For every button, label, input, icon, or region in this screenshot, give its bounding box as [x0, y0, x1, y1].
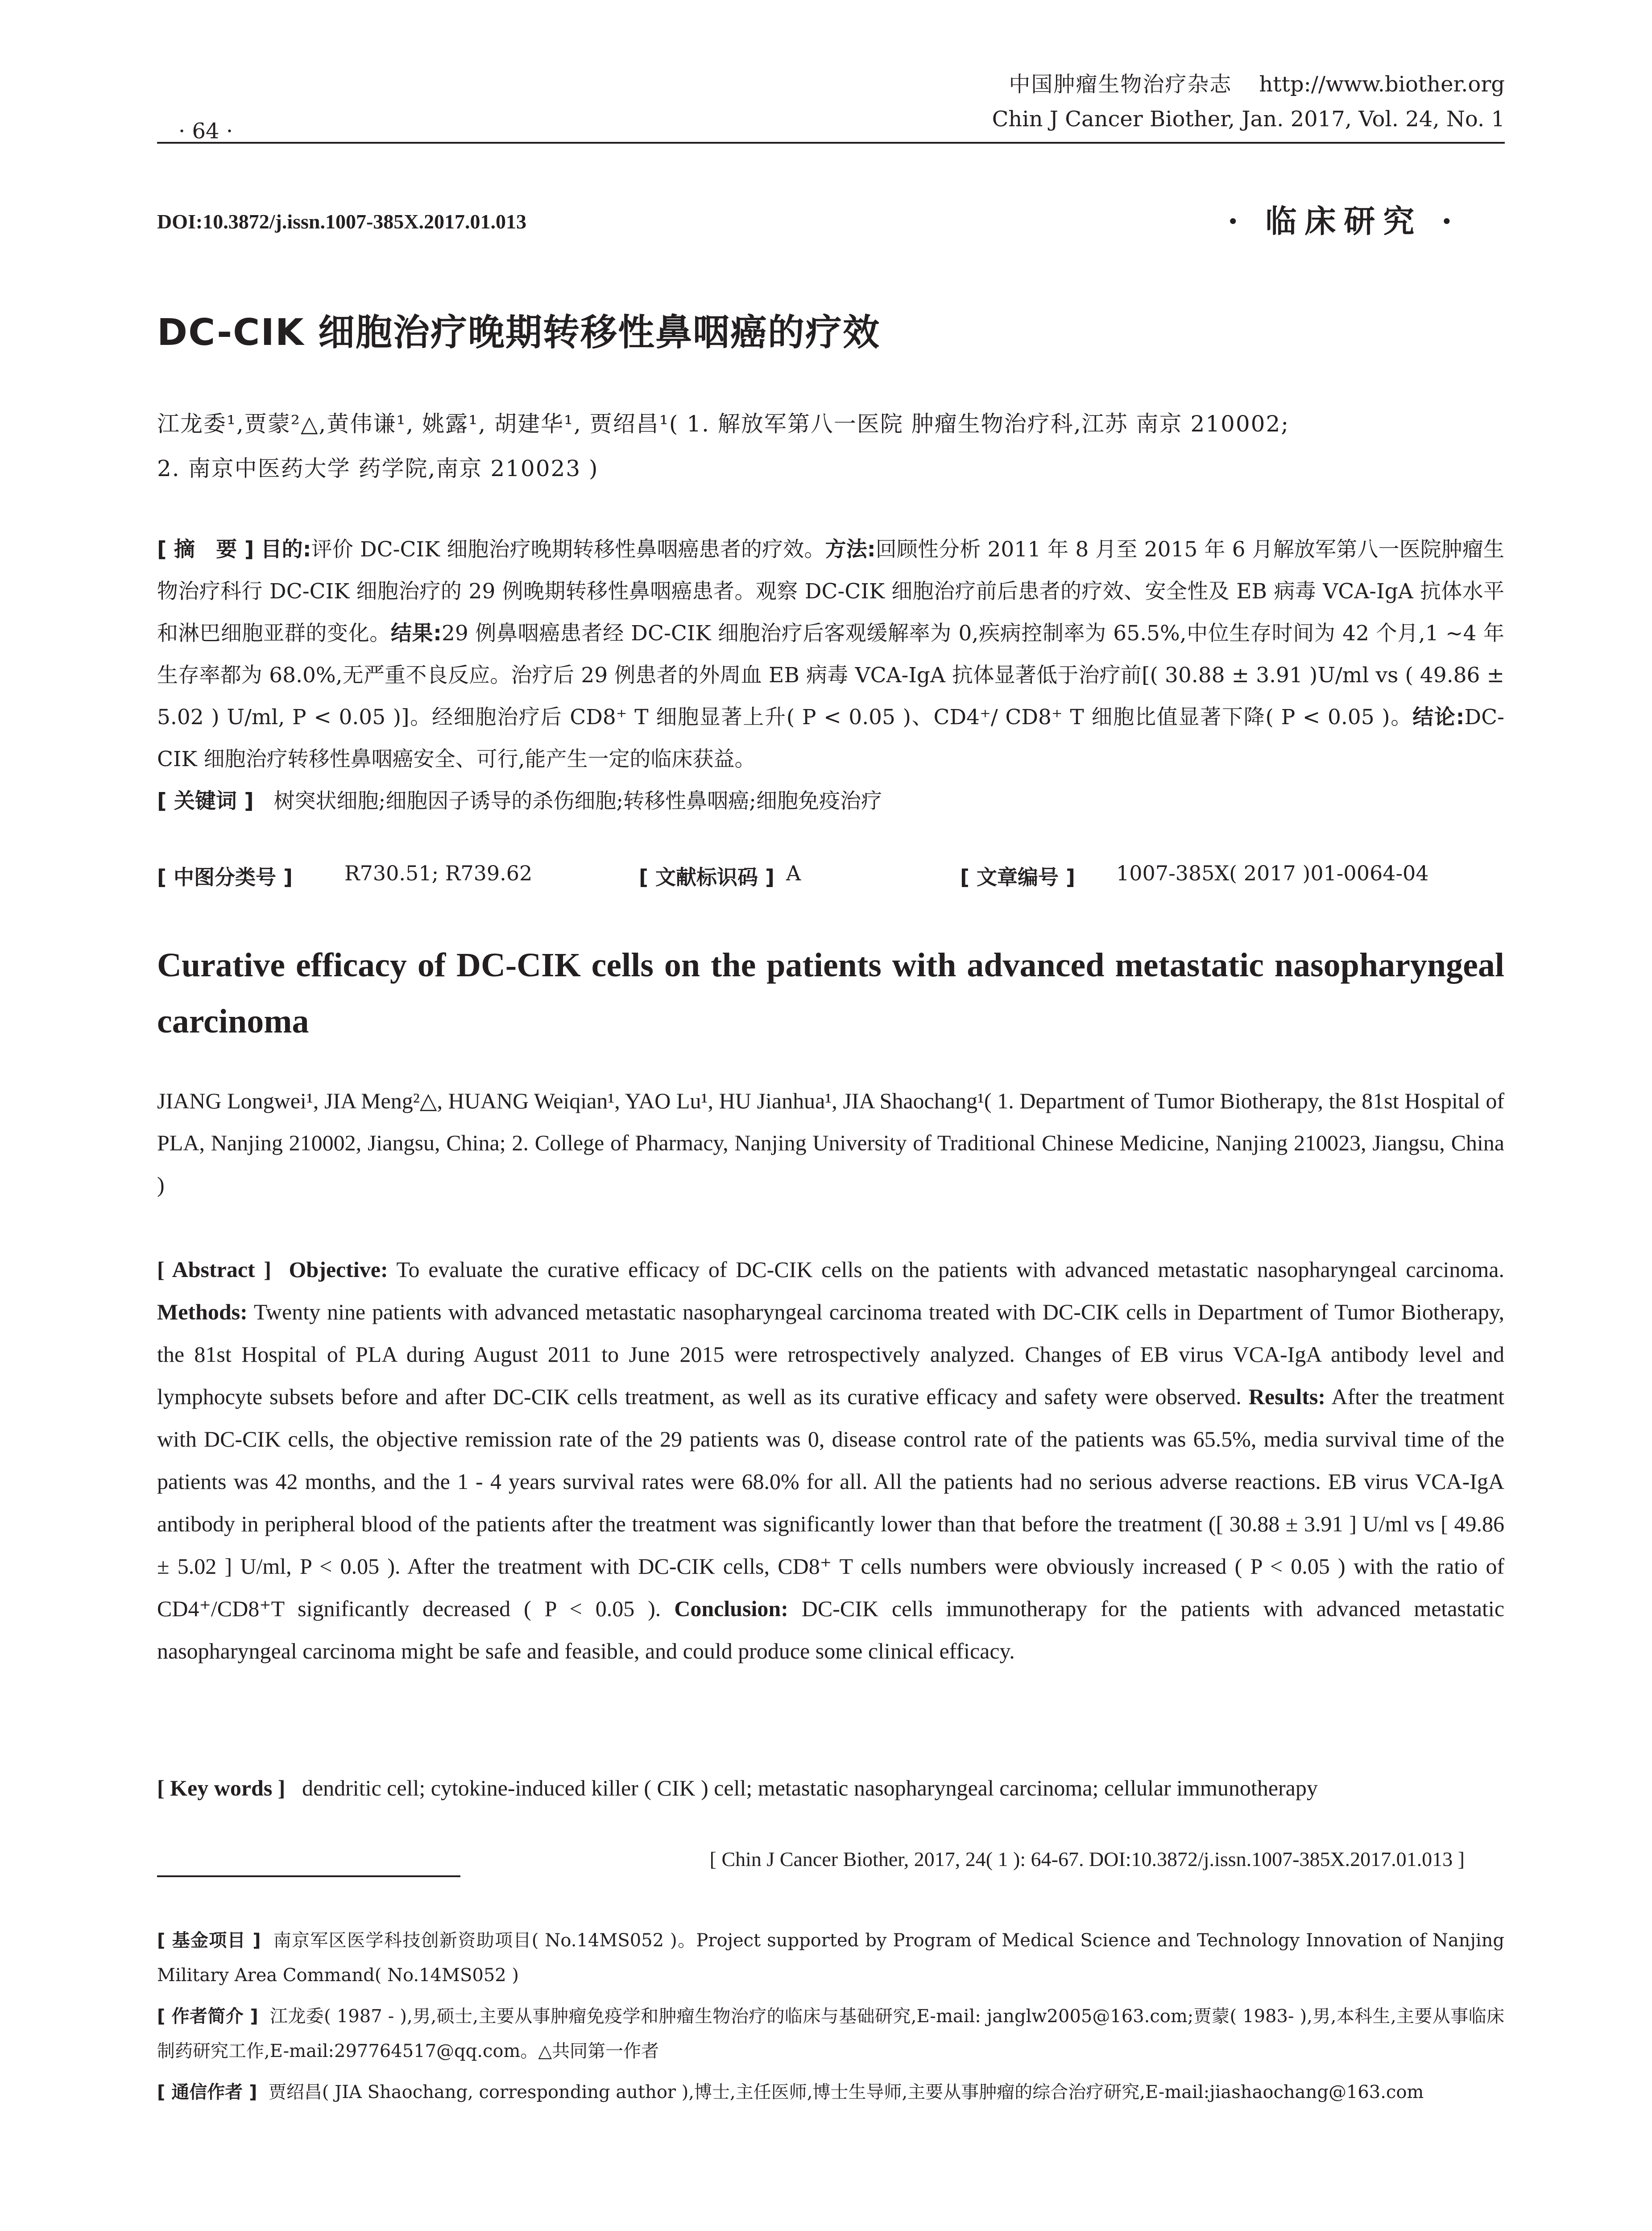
journal-name-cn: 中国肿瘤生物治疗杂志	[1009, 72, 1232, 97]
objective-en: To evaluate the curative efficacy of DC-CIK cells on the patients with advanced metastatic nasopharyngeal carcinoma.	[396, 1257, 1505, 1282]
clc-label: [ 中图分类号 ]	[157, 865, 293, 889]
keywords-en-text: dendritic cell; cytokine-induced killer ( CIK ) cell; metastatic nasopharyngeal carcinoma; cellular immunotherapy	[302, 1775, 1318, 1800]
authors-cn-line1: 江龙委¹,贾蒙²△,黄伟谦¹, 姚露¹, 胡建华¹, 贾绍昌¹( 1. 解放军第八一医院 肿瘤生物治疗科,江苏 南京 210002;	[157, 411, 1290, 437]
results-en-label: Results:	[1248, 1384, 1325, 1409]
author-bio-text: 江龙委( 1987 - ),男,硕士,主要从事肿瘤免疫学和肿瘤生物治疗的临床与基础研究,E-mail: janglw2005@163.com;贾蒙( 1983- ),男,本科生,主要从事临床制药研究工作,E-mail:297764517@qq.com。△共同第一作者	[157, 2006, 1504, 2061]
abstract-cn-label: [ 摘 要 ]	[157, 537, 254, 562]
journal-website[interactable]: http://www.biother.org	[1259, 72, 1505, 97]
column-tag: · 临床研究 ·	[1227, 203, 1460, 240]
running-header	[992, 67, 1505, 137]
authors-cn-line2: 2. 南京中医药大学 药学院,南京 210023 )	[157, 456, 599, 481]
article-no-label: [ 文章编号 ]	[960, 865, 1076, 889]
results-cn-label: 结果:	[390, 621, 442, 646]
title-en: Curative efficacy of DC-CIK cells on the patients with advanced metastatic nasopharyngeal carcinoma	[157, 946, 1504, 1040]
keywords-en-label: [ Key words ]	[157, 1775, 286, 1800]
methods-en-label: Methods:	[157, 1299, 248, 1324]
funding-label: [ 基金项目 ]	[157, 1930, 261, 1951]
methods-en: Twenty nine patients with advanced metastatic nasopharyngeal carcinoma treated with DC-CIK cells in Department of Tumor Biotherapy, the 81st Hospital of PLA during August 2011 to June 2015 were retrospectively analyzed. Changes of EB virus VCA-IgA antibody level and lymphocyte subsets before and after DC-CIK cells treatment, as well as its curative efficacy and safety were observed.	[157, 1299, 1504, 1409]
keywords-cn-text: 树突状细胞;细胞因子诱导的杀伤细胞;转移性鼻咽癌;细胞免疫治疗	[273, 789, 882, 813]
funding-text: 南京军区医学科技创新资助项目( No.14MS052 )。Project supported by Program of Medical Science and Technology Innovation of Nanjing Military Area Command( No.14MS052 )	[157, 1930, 1505, 1986]
keywords-en	[157, 1767, 1504, 1809]
abstract-en-label: [ Abstract ]	[157, 1257, 272, 1282]
citation-rule	[157, 1875, 460, 1877]
corresponding-label: [ 通信作者 ]	[157, 2082, 257, 2102]
article-no-value: 1007-385X( 2017 )01-0064-04	[1116, 861, 1429, 885]
results-cn: 29 例鼻咽癌患者经 DC-CIK 细胞治疗后客观缓解率为 0,疾病控制率为 65.5%,中位生存时间为 42 个月,1 ~4 年生存率都为 68.0%,无严重不良反应。治疗后 29 例患者的外周血 EB 病毒 VCA-IgA 抗体显著低于治疗前[( 30.88 ± 3.91 )U/ml vs ( 49.86 ± 5.02 ) U/ml, P < 0.05 )]。经细胞治疗后 CD8⁺ T 细胞显著上升( P < 0.05 )、CD4⁺/ CD8⁺ T 细胞比值显著下降( P < 0.05 )。	[157, 621, 1505, 730]
methods-cn: 回顾性分析 2011 年 8 月至 2015 年 6 月解放军第八一医院肿瘤生物治疗科行 DC-CIK 细胞治疗的 29 例晚期转移性鼻咽癌患者。观察 DC-CIK 细胞治疗前后患者的疗效、安全性及 EB 病毒 VCA-IgA 抗体水平和淋巴细胞亚群的变化。	[157, 537, 1505, 646]
page-number: · 64 ·	[178, 119, 233, 144]
conclusion-cn: DC-CIK 细胞治疗转移性鼻咽癌安全、可行,能产生一定的临床获益。	[157, 705, 1505, 771]
footnote-corresponding	[157, 2075, 1504, 2110]
abstract-en	[157, 1248, 1504, 1672]
keywords-cn	[157, 780, 1504, 822]
citation: [ Chin J Cancer Biother, 2017, 24( 1 ): 64-67. DOI:10.3872/j.issn.1007-385X.2017.01.013 ]	[709, 1848, 1465, 1870]
doi: DOI:10.3872/j.issn.1007-385X.2017.01.013	[157, 210, 527, 233]
objective-en-label: Objective:	[289, 1257, 388, 1282]
abstract-cn	[157, 529, 1504, 822]
conclusion-en: DC-CIK cells immunotherapy for the patients with advanced metastatic nasopharyngeal carcinoma might be safe and feasible, and could produce some clinical efficacy.	[157, 1596, 1505, 1663]
conclusion-cn-label: 结论:	[1412, 705, 1465, 730]
title-cn: DC-CIK 细胞治疗晚期转移性鼻咽癌的疗效	[157, 311, 880, 354]
footnote-funding	[157, 1923, 1504, 1993]
objective-cn: 评价 DC-CIK 细胞治疗晚期转移性鼻咽癌患者的疗效。	[311, 537, 825, 562]
objective-cn-label: 目的:	[261, 537, 311, 562]
clc-value: R730.51; R739.62	[344, 861, 533, 885]
results-en: After the treatment with DC-CIK cells, the objective remission rate of the 29 patients was 0, disease control rate of the patients was 65.5%, media survival time of the patients was 42 months, and the 1 - 4 years survival rates were 68.0% for all. All the patients had no serious adverse reactions. EB virus VCA-IgA antibody in peripheral blood of the patients after the treatment was significantly lower than that before the treatment ([ 30.88 ± 3.91 ] U/ml vs [ 49.86 ± 5.02 ] U/ml, P < 0.05 ). After the treatment with DC-CIK cells, CD8⁺ T cells numbers were obviously increased ( P < 0.05 ) with the ratio of CD4⁺/CD8⁺T significantly decreased ( P < 0.05 ).	[157, 1384, 1504, 1621]
journal-issue-en: Chin J Cancer Biother, Jan. 2017, Vol. 24, No. 1	[992, 107, 1505, 132]
header-rule	[157, 142, 1505, 144]
author-bio-label: [ 作者简介 ]	[157, 2006, 258, 2027]
corresponding-text: 贾绍昌( JIA Shaochang, corresponding author ),博士,主任医师,博士生导师,主要从事肿瘤的综合治疗研究,E-mail:jiashaochang@163.com	[268, 2082, 1424, 2102]
keywords-cn-label: [ 关键词 ]	[157, 789, 254, 813]
methods-cn-label: 方法:	[825, 537, 876, 562]
authors-en: JIANG Longwei¹, JIA Meng²△, HUANG Weiqian¹, YAO Lu¹, HU Jianhua¹, JIA Shaochang¹( 1. Department of Tumor Biotherapy, the 81st Hospital of PLA, Nanjing 210002, Jiangsu, China; 2. College of Pharmacy, Nanjing University of Traditional Chinese Medicine, Nanjing 210023, Jiangsu, China )	[157, 1088, 1504, 1197]
doc-code-value: A	[786, 861, 801, 885]
footnote-author-bio	[157, 1999, 1504, 2069]
doc-code-label: [ 文献标识码 ]	[639, 865, 775, 889]
authors-cn	[157, 402, 1504, 491]
conclusion-en-label: Conclusion:	[674, 1596, 788, 1621]
